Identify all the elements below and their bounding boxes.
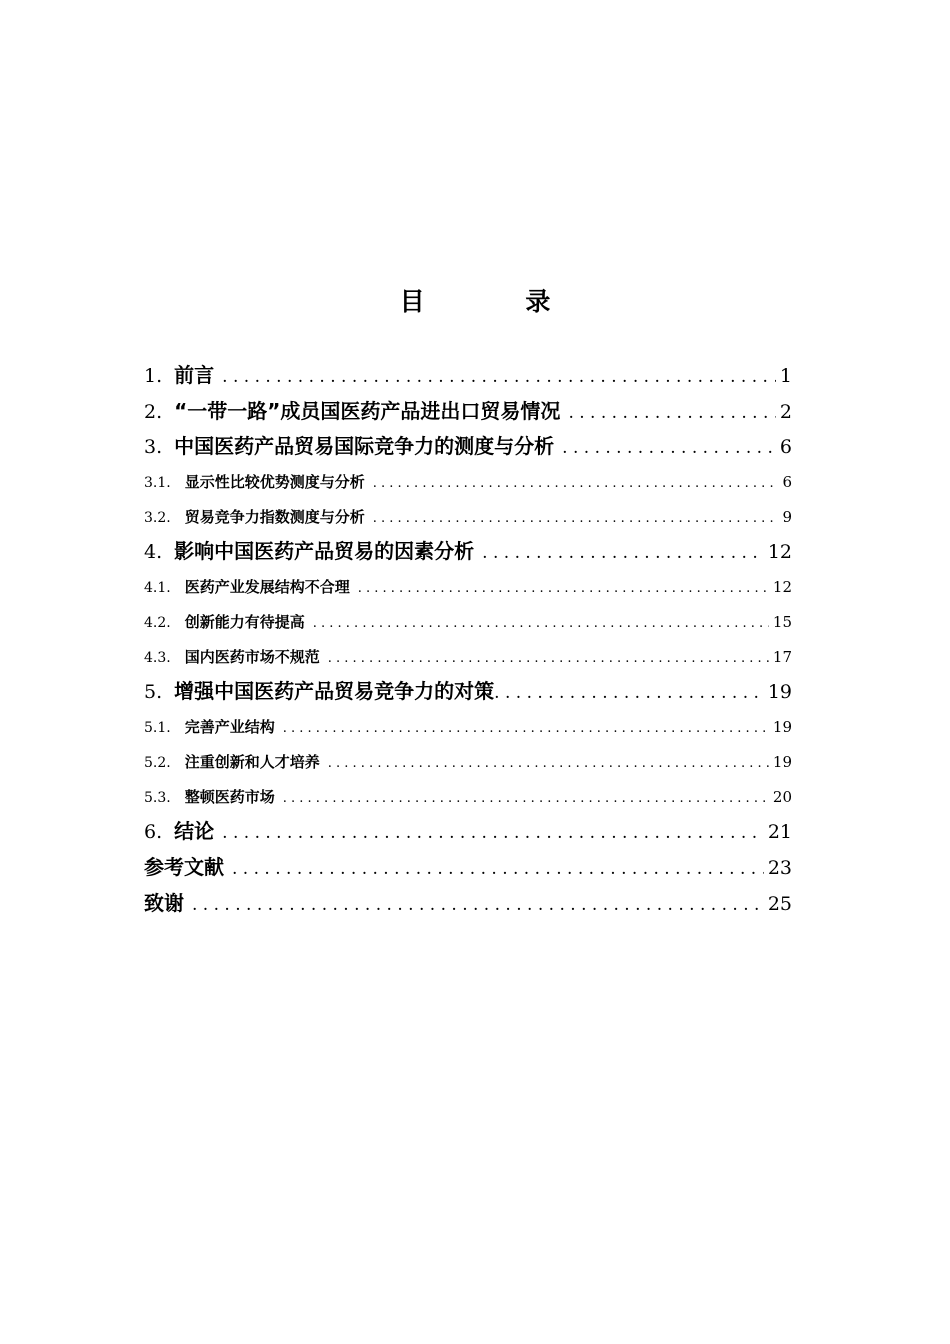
table-of-contents <box>144 358 792 921</box>
toc-entry-number: 4.3. <box>144 649 171 666</box>
toc-title: 目 录 <box>399 287 597 316</box>
toc-entry-label: 整顿医药市场 <box>184 787 275 806</box>
dot-leader <box>232 852 764 888</box>
toc-entry[interactable] <box>144 814 792 850</box>
toc-entry[interactable] <box>144 886 792 922</box>
toc-entry-number: 4.1. <box>144 579 171 596</box>
toc-entry-page: 19 <box>772 717 792 736</box>
toc-entry-page: 17 <box>772 647 792 666</box>
toc-entry-page: 12 <box>772 577 792 596</box>
toc-entry-label: 中国医药产品贸易国际竞争力的测度与分析 <box>174 434 555 459</box>
toc-entry-label: 增强中国医药产品贸易竞争力的对策 <box>174 679 495 704</box>
toc-entry[interactable] <box>144 674 792 710</box>
toc-entry-number: 1. <box>144 365 163 387</box>
toc-entry[interactable] <box>144 534 792 570</box>
dot-leader <box>328 642 769 677</box>
toc-entry-page: 19 <box>767 681 792 704</box>
toc-entry-page: 21 <box>767 821 792 844</box>
toc-subentry[interactable] <box>144 605 792 640</box>
toc-entry-label: 注重创新和人才培养 <box>184 752 320 771</box>
toc-entry-page: 23 <box>767 856 792 879</box>
toc-entry-label: 贸易竞争力指数测度与分析 <box>184 507 365 526</box>
toc-entry[interactable] <box>144 850 792 886</box>
toc-entry-label: 参考文献 <box>144 854 224 879</box>
toc-entry-number: 3.2. <box>144 509 171 526</box>
dot-leader <box>283 782 769 817</box>
dot-leader <box>222 816 764 852</box>
toc-entry-number: 3. <box>144 436 163 459</box>
dot-leader <box>373 467 779 502</box>
toc-entry-label: 结论 <box>174 819 215 844</box>
toc-entry-page: 25 <box>767 892 792 915</box>
dot-leader <box>283 712 769 747</box>
toc-entry-page: 6 <box>782 472 792 491</box>
toc-entry-number: 5.2. <box>144 754 171 771</box>
toc-entry-label: 创新能力有待提高 <box>184 612 305 631</box>
toc-entry-label: 前言 <box>174 363 215 387</box>
toc-subentry[interactable] <box>144 640 792 675</box>
toc-entry-label: 致谢 <box>144 890 184 915</box>
toc-entry-page: 20 <box>772 787 792 806</box>
toc-entry[interactable] <box>144 429 792 465</box>
toc-entry-label: 显示性比较优势测度与分析 <box>184 472 365 491</box>
toc-entry-number: 3.1. <box>144 474 171 491</box>
toc-subentry[interactable] <box>144 465 792 500</box>
toc-entry-page: 2 <box>779 400 792 423</box>
dot-leader <box>568 396 775 432</box>
dot-leader <box>373 502 779 537</box>
toc-entry-page: 6 <box>779 436 792 459</box>
toc-entry-number: 5.3. <box>144 789 171 806</box>
toc-entry-label: 国内医药市场不规范 <box>184 647 320 666</box>
toc-subentry[interactable] <box>144 780 792 815</box>
toc-entry-label: 影响中国医药产品贸易的因素分析 <box>174 539 475 564</box>
toc-entry-label: 完善产业结构 <box>184 717 275 736</box>
dot-leader <box>222 360 776 396</box>
toc-entry-page: 1 <box>779 365 792 387</box>
toc-subentry[interactable] <box>144 500 792 535</box>
toc-entry-page: 9 <box>782 507 792 526</box>
toc-entry-number: 4. <box>144 541 163 564</box>
dot-leader <box>328 747 769 782</box>
toc-entry-number: 2. <box>144 400 163 423</box>
toc-entry[interactable] <box>144 358 792 394</box>
dot-leader <box>494 676 764 712</box>
toc-subentry[interactable] <box>144 570 792 605</box>
dot-leader <box>313 607 769 642</box>
dot-leader <box>482 536 764 572</box>
toc-entry-label: 医药产业发展结构不合理 <box>184 577 350 596</box>
toc-subentry[interactable] <box>144 710 792 745</box>
toc-entry-number: 5. <box>144 681 163 704</box>
toc-subentry[interactable] <box>144 745 792 780</box>
dot-leader <box>192 888 764 924</box>
toc-entry-number: 5.1. <box>144 719 171 736</box>
toc-entry-page: 12 <box>767 541 792 564</box>
dot-leader <box>358 572 769 607</box>
toc-entry-number: 4.2. <box>144 614 171 631</box>
toc-entry-label: “一带一路”成员国医药产品进出口贸易情况 <box>174 398 561 423</box>
toc-entry-page: 19 <box>772 752 792 771</box>
toc-entry-number: 6. <box>144 821 163 844</box>
toc-entry-page: 15 <box>772 612 792 631</box>
toc-entry[interactable] <box>144 394 792 430</box>
dot-leader <box>562 431 776 467</box>
